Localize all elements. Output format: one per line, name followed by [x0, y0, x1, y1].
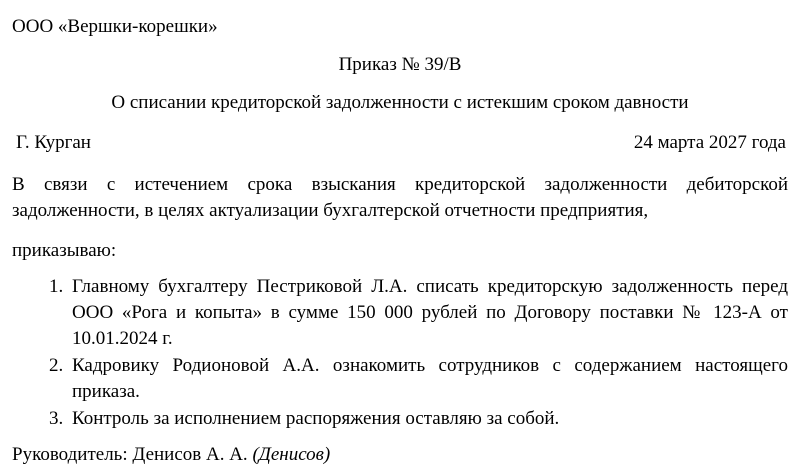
document-date: 24 марта 2027 года: [633, 132, 786, 153]
list-item: 1. Главному бухгалтеру Пестриковой Л.А. списать кредиторскую задолженность перед ООО «Рога и копыта» в сумме 150 000 рублей по Договору поставки № 123-А от 10.01.2024 г.: [68, 274, 788, 352]
signature-line: [12, 442, 788, 468]
document-title: Приказ № 39/В: [338, 54, 462, 75]
signature-transcript: (Денисов): [252, 444, 331, 465]
signature-label: Руководитель: Денисов А. А.: [12, 444, 248, 465]
document-meta-row: [12, 130, 788, 156]
document-preamble: В связи с истечением срока взыскания кредиторской задолженности дебиторской задолженности, в целях актуализации бухгалтерской отчетности предприятия,: [12, 174, 788, 221]
document-subtitle: О списании кредиторской задолженности с истекшим сроком давности: [111, 92, 689, 113]
order-items-list: [12, 274, 788, 432]
document-city: Г. Курган: [16, 132, 91, 153]
list-item: 2. Кадровику Родионовой А.А. ознакомить сотрудников с содержанием настоящего приказа.: [68, 353, 788, 405]
list-item: 3. Контроль за исполнением распоряжения оставляю за собой.: [68, 406, 788, 432]
order-keyword: приказываю:: [12, 240, 117, 261]
organization-name: ООО «Вершки-корешки»: [12, 16, 218, 37]
